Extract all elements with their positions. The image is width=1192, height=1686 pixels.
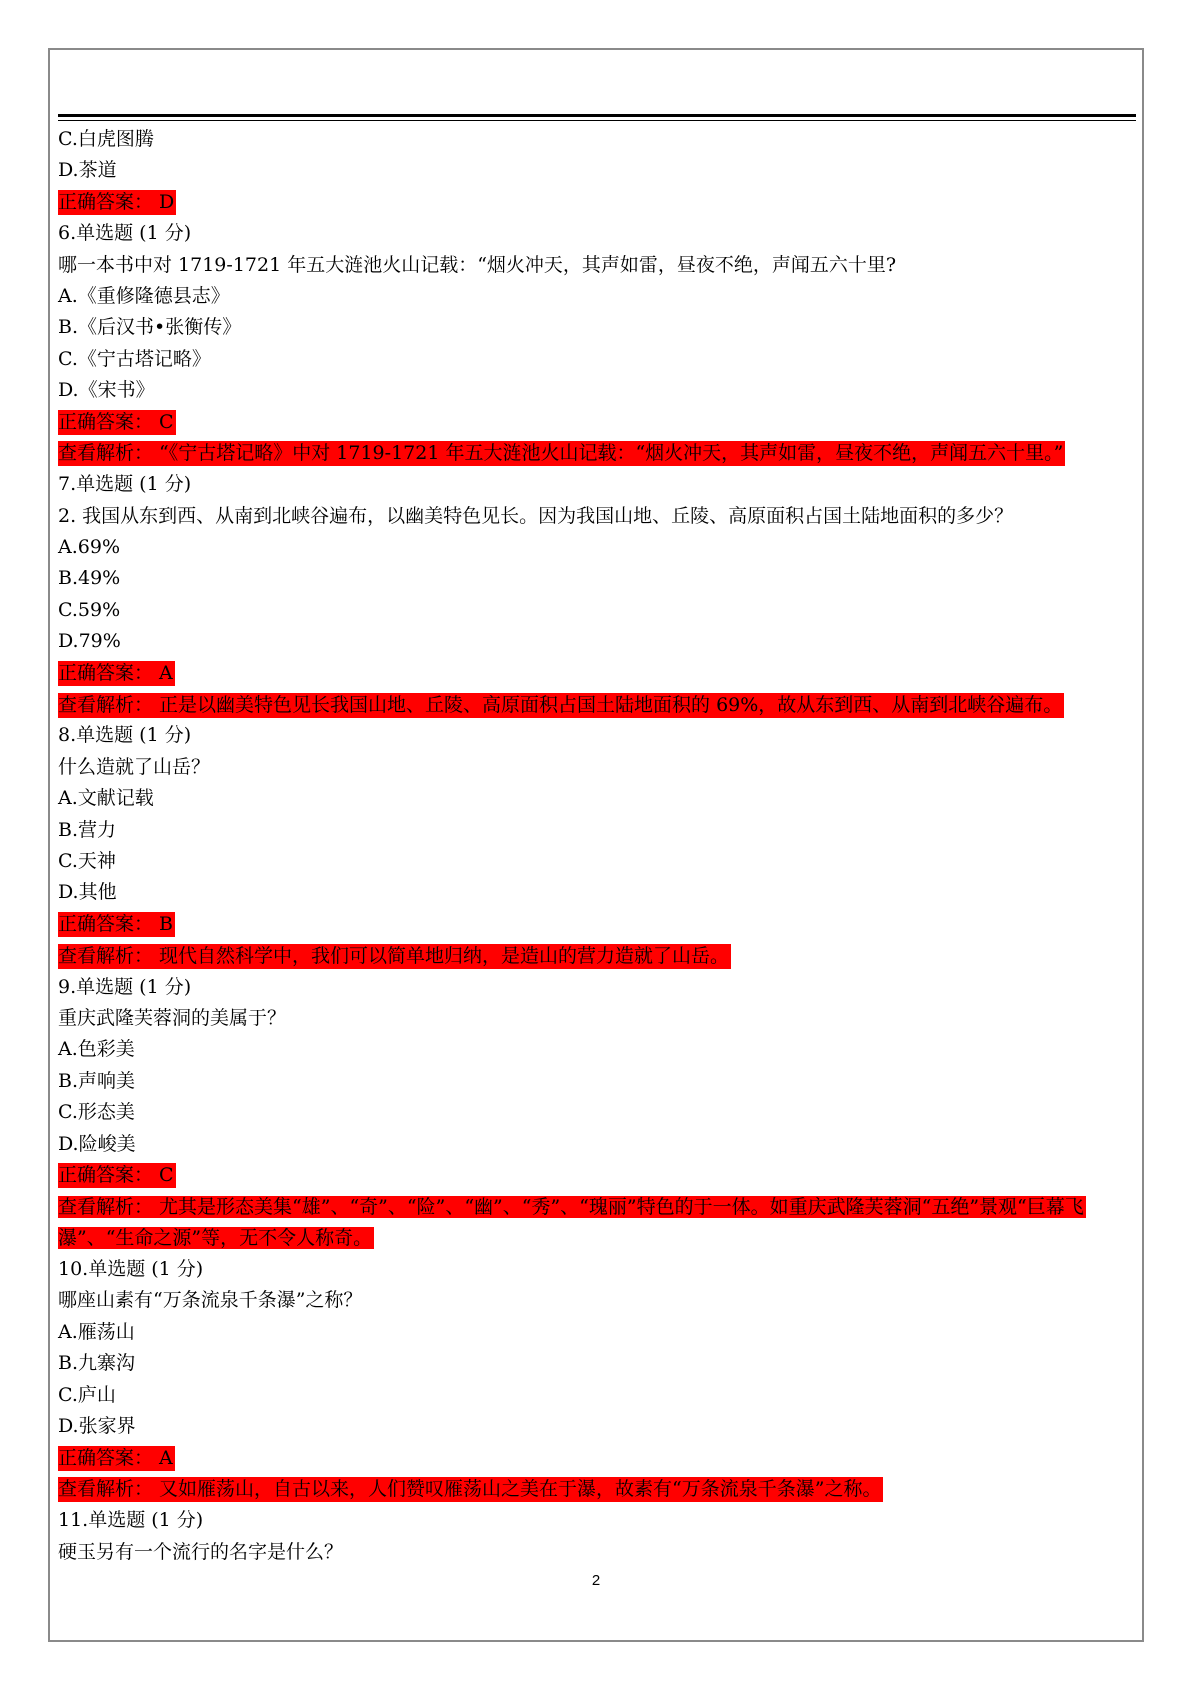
answer-line (58, 658, 1138, 689)
text-line (58, 752, 1138, 783)
highlighted-text: 查看解析： 现代自然科学中，我们可以简单地归纳，是造山的营力造就了山岳。 (58, 944, 730, 967)
line-text: A.色彩美 (58, 1038, 135, 1061)
answer-line (58, 438, 1138, 469)
line-text: A.雁荡山 (58, 1320, 135, 1343)
highlighted-text: 正确答案： C (58, 411, 174, 434)
line-text: 6.单选题 (1 分) (58, 222, 192, 245)
text-line (58, 375, 1138, 406)
line-text: D.79% (58, 630, 121, 653)
answer-line (58, 1160, 1138, 1191)
line-text: B.营力 (58, 818, 117, 841)
line-text: A.69% (58, 536, 120, 559)
answer-line (58, 187, 1138, 218)
answer-line (58, 689, 1138, 720)
text-line (58, 1285, 1138, 1316)
text-line (58, 1537, 1138, 1568)
text-line (58, 1129, 1138, 1160)
line-text: 10.单选题 (1 分) (58, 1258, 204, 1281)
text-line (58, 1380, 1138, 1411)
text-line (58, 1254, 1138, 1285)
line-text: D.其他 (58, 881, 117, 904)
text-line (58, 250, 1138, 281)
line-text: 11.单选题 (1 分) (58, 1509, 204, 1532)
line-text: D.张家界 (58, 1415, 136, 1438)
answer-line (58, 909, 1138, 940)
text-line (58, 501, 1138, 532)
text-line (58, 563, 1138, 594)
line-text: D.茶道 (58, 159, 117, 182)
text-line (58, 218, 1138, 249)
highlighted-text: 正确答案： A (58, 662, 173, 685)
text-line (58, 1317, 1138, 1348)
text-line (58, 595, 1138, 626)
answer-line (58, 940, 1138, 971)
header-double-rule (58, 114, 1136, 121)
text-line (58, 1505, 1138, 1536)
text-line (58, 155, 1138, 186)
line-text: C.白虎图腾 (58, 128, 154, 150)
line-text: C.《宁古塔记略》 (58, 347, 211, 370)
text-line (58, 1066, 1138, 1097)
text-line (58, 1411, 1138, 1442)
highlighted-text: 正确答案： D (58, 191, 175, 214)
page-number: 2 (591, 1572, 601, 1589)
text-line (58, 972, 1138, 1003)
line-text: 9.单选题 (1 分) (58, 975, 192, 998)
answer-line (58, 1442, 1138, 1473)
highlighted-text: 查看解析： “《宁古塔记略》中对 1719-1721 年五大涟池火山记载：“烟火冲天，其声如雷，昼夜不绝，声闻五六十里。” (58, 442, 1064, 465)
text-line (58, 877, 1138, 908)
text-line (58, 1003, 1138, 1034)
text-line (58, 815, 1138, 846)
text-line (58, 532, 1138, 563)
highlighted-text: 正确答案： C (58, 1164, 174, 1187)
line-text: C.形态美 (58, 1101, 135, 1124)
line-text: C.天神 (58, 849, 116, 872)
text-line (58, 281, 1138, 312)
document-body (58, 124, 1138, 1568)
text-line (58, 1034, 1138, 1065)
text-line (58, 846, 1138, 877)
answer-line (58, 407, 1138, 438)
text-line (58, 124, 1138, 155)
text-line (58, 469, 1138, 500)
line-text: C.庐山 (58, 1383, 116, 1406)
line-text: B.49% (58, 567, 121, 590)
highlighted-text: 查看解析： 正是以幽美特色见长我国山地、丘陵、高原面积占国土陆地面积的 69%，故从东到西、从南到北峡谷遍布。 (58, 693, 1063, 716)
text-line (58, 1097, 1138, 1128)
text-line (58, 783, 1138, 814)
line-text: 硬玉另有一个流行的名字是什么？ (58, 1540, 344, 1563)
highlighted-text: 正确答案： B (58, 913, 174, 936)
line-text: B.声响美 (58, 1069, 136, 1092)
text-line (58, 1348, 1138, 1379)
line-text: 7.单选题 (1 分) (58, 473, 192, 496)
text-line (58, 720, 1138, 751)
line-text: 哪一本书中对 1719-1721 年五大涟池火山记载：“烟火冲天，其声如雷，昼夜不绝，声闻五六十里? (58, 253, 897, 276)
analysis-wrapped (58, 1191, 1138, 1254)
line-text: 8.单选题 (1 分) (58, 724, 192, 747)
line-text: 哪座山素有“万条流泉千条瀑”之称？ (58, 1289, 363, 1312)
text-line (58, 312, 1138, 343)
highlighted-text: 查看解析： 尤其是形态美集“雄”、“奇”、“险”、“幽”、“秀”、“瑰丽”特色的于一体。如重庆武隆芙蓉洞“五绝”景观“巨幕飞瀑”、“生命之源”等，无不令人称奇。 (58, 1195, 1084, 1250)
highlighted-text: 查看解析： 又如雁荡山，自古以来，人们赞叹雁荡山之美在于瀑，故素有“万条流泉千条瀑”之称。 (58, 1478, 882, 1501)
line-text: D.险峻美 (58, 1132, 136, 1155)
line-text: D.《宋书》 (58, 379, 155, 402)
line-text: B.九寨沟 (58, 1352, 136, 1375)
line-text: B.《后汉书•张衡传》 (58, 316, 242, 339)
text-line (58, 344, 1138, 375)
line-text: 2. 我国从东到西、从南到北峡谷遍布，以幽美特色见长。因为我国山地、丘陵、高原面积占国土陆地面积的多少？ (58, 504, 1014, 527)
text-line (58, 626, 1138, 657)
line-text: A.《重修隆德县志》 (58, 284, 230, 307)
line-text: 重庆武隆芙蓉洞的美属于？ (58, 1006, 287, 1029)
line-text: 什么造就了山岳？ (58, 755, 211, 778)
line-text: C.59% (58, 598, 121, 621)
line-text: A.文献记载 (58, 787, 154, 810)
highlighted-text: 正确答案： A (58, 1446, 173, 1469)
answer-line (58, 1474, 1138, 1505)
